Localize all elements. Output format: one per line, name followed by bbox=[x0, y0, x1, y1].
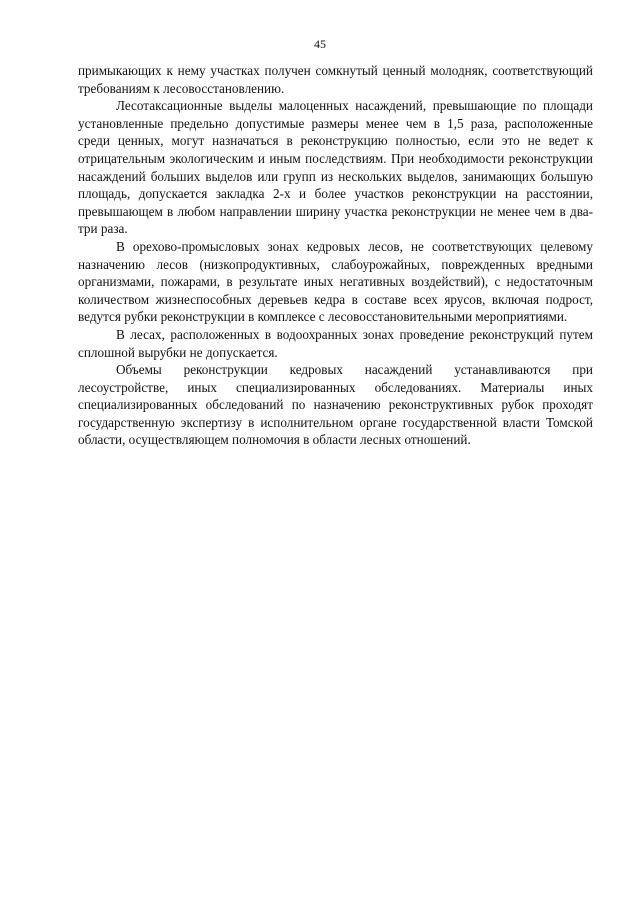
page-number: 45 bbox=[314, 37, 326, 51]
paragraph-continuation: примыкающих к нему участках получен сомкнутый ценный молодняк, соответствующий требованиям к лесовосстановлению. bbox=[78, 63, 593, 96]
document-body bbox=[78, 62, 593, 449]
paragraph-water-protection-zones: В лесах, расположенных в водоохранных зонах проведение реконструкций путем сплошной вырубки не допускается. bbox=[78, 326, 593, 360]
paragraph-reconstruction-volumes: Объемы реконструкции кедровых насаждений устанавливаются при лесоустройстве, иных специализированных обследованиях. Материалы иных специализированных обследований по назначению реконструктивных рубок проходят государственную экспертизу в исполнительном органе государственной власти Томской области, осуществляющем полномочия в области лесных отношений. bbox=[78, 362, 593, 448]
paragraph-low-value-stands: Лесотаксационные выделы малоценных насаждений, превышающие по площади установленные предельно допустимые размеры менее чем в 1,5 раза, расположенные среди ценных, могут назначаться в реконструкцию полностью, если это не ведет к отрицательным экологическим и иным последствиям. При необходимости реконструкции насаждений больших выделов или групп из нескольких выделов, занимающих большую площадь, допускается закладка 2-х и более участков реконструкции на расстоянии, превышающем в любом направлении ширину участка реконструкции не менее чем в два-три раза. bbox=[78, 98, 593, 237]
paragraph-nut-harvesting-zones: В орехово-промысловых зонах кедровых лесов, не соответствующих целевому назначению лесов (низкопродуктивных, слабоурожайных, поврежденных вредными организмами, пожарами, в результате иных негативных воздействий), с недостаточным количеством жизнеспособных деревьев кедра в составе всех ярусов, включая подрост, ведутся рубки реконструкции в комплексе с лесовосстановительными мероприятиями. bbox=[78, 238, 593, 325]
